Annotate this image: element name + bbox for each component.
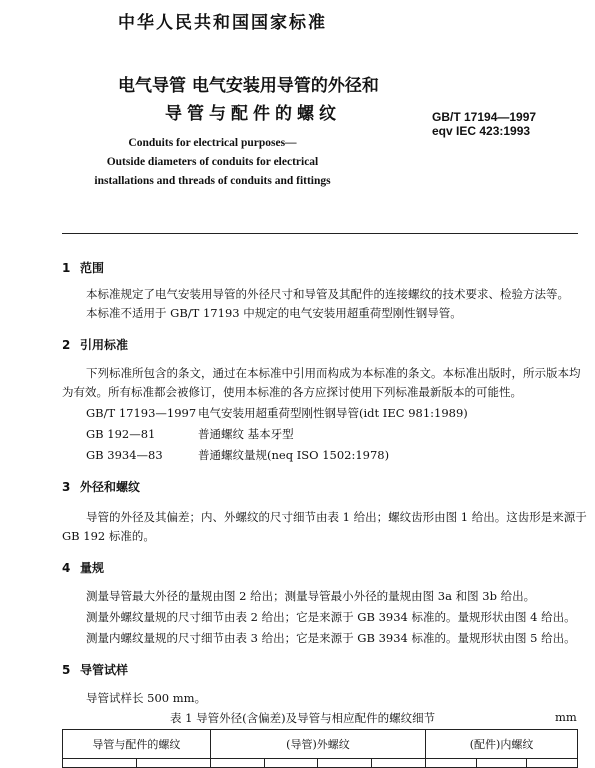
reference-code: GB/T 17193—1997 <box>86 406 197 420</box>
section-3-para-line2: GB 192 标准的。 <box>62 529 155 543</box>
section-title: 导管试样 <box>80 663 129 677</box>
equivalent-standard: eqv IEC 423:1993 <box>432 124 531 138</box>
table-header-cell: (导管)外螺纹 <box>210 730 425 759</box>
table-cell <box>426 759 477 768</box>
title-en-line1: Conduits for electrical purposes— <box>128 137 297 149</box>
section-title: 范围 <box>80 261 105 275</box>
section-5-heading <box>62 661 128 678</box>
table-header-cell: (配件)内螺纹 <box>426 730 578 759</box>
reference-item <box>86 426 294 442</box>
section-title: 量规 <box>80 561 105 575</box>
table-unit: mm <box>555 710 577 724</box>
table-cell <box>264 759 318 768</box>
title-cn-line1: 电气导管 电气安装用导管的外径和 <box>118 76 379 96</box>
section-number: 4 <box>62 561 71 575</box>
section-number: 2 <box>62 338 71 352</box>
section-number: 3 <box>62 480 71 494</box>
table-subheader-row <box>63 759 578 768</box>
table-cell <box>136 759 210 768</box>
table-caption-text: 表 1 导管外径(含偏差)及导管与相应配件的螺纹细节 <box>170 711 436 725</box>
header-divider <box>62 233 578 234</box>
reference-code: GB 192—81 <box>86 427 156 441</box>
section-3-heading <box>62 478 140 495</box>
standard-number: GB/T 17194—1997 <box>432 110 537 124</box>
section-1-para-1: 本标准规定了电气安装用导管的外径尺寸和导管及其配件的连接螺纹的技术要求、检验方法等。 <box>86 287 569 301</box>
section-3-para-line1: 导管的外径及其偏差；内、外螺纹的尺寸细节由表 1 给出；螺纹齿形由图 1 给出。这齿形是来源于 <box>86 510 587 524</box>
standard-org-header: 中华人民共和国国家标准 <box>118 13 327 33</box>
standard-number-block <box>432 110 536 138</box>
section-number: 1 <box>62 261 71 275</box>
section-title: 引用标准 <box>80 338 129 352</box>
section-2-heading <box>62 336 128 353</box>
section-4-para-1: 测量导管最大外径的量规由图 2 给出；测量导管最小外径的量规由图 3a 和图 3b 给出。 <box>86 589 536 603</box>
title-cn-line2: 导管与配件的螺纹 <box>165 104 341 124</box>
reference-code: GB 3934—83 <box>86 448 163 462</box>
table-header-cell: 导管与配件的螺纹 <box>63 730 211 759</box>
section-2-para-line1: 下列标准所包含的条文，通过在本标准中引用而构成为本标准的条文。本标准出版时，所示版本均 <box>86 366 581 380</box>
table-cell <box>63 759 137 768</box>
table-header-row <box>63 730 578 759</box>
title-en-line2: Outside diameters of conduits for electrical <box>106 156 319 168</box>
reference-item <box>86 447 389 463</box>
section-title: 外径和螺纹 <box>80 480 141 494</box>
section-number: 5 <box>62 663 71 677</box>
section-5-para-1: 导管试样长 500 mm。 <box>86 691 207 705</box>
section-4-para-3: 测量内螺纹量规的尺寸细节由表 3 给出；它是来源于 GB 3934 标准的。量规形状由图 5 给出。 <box>86 631 576 645</box>
reference-title: 普通螺纹量规(neq ISO 1502:1978) <box>198 448 390 462</box>
table-cell <box>318 759 372 768</box>
section-2-para-line2: 为有效。所有标准都会被修订，使用本标准的各方应探讨使用下列标准最新版本的可能性。 <box>62 385 522 399</box>
reference-title: 电气安装用超重荷型刚性钢导管(idt IEC 981:1989) <box>198 406 468 420</box>
table-1-caption <box>170 710 577 726</box>
reference-title: 普通螺纹 基本牙型 <box>198 427 294 441</box>
section-1-heading <box>62 259 104 276</box>
reference-item <box>86 405 468 421</box>
section-4-para-2: 测量外螺纹量规的尺寸细节由表 2 给出；它是来源于 GB 3934 标准的。量规形状由图 4 给出。 <box>86 610 576 624</box>
table-cell <box>372 759 426 768</box>
title-en-line3: installations and threads of conduits and fittings <box>94 175 331 187</box>
section-4-heading <box>62 559 104 576</box>
table-cell <box>476 759 527 768</box>
table-cell <box>527 759 578 768</box>
table-1 <box>62 729 578 768</box>
table-cell <box>210 759 264 768</box>
section-1-para-2: 本标准不适用于 GB/T 17193 中规定的电气安装用超重荷型刚性钢导管。 <box>86 306 462 320</box>
